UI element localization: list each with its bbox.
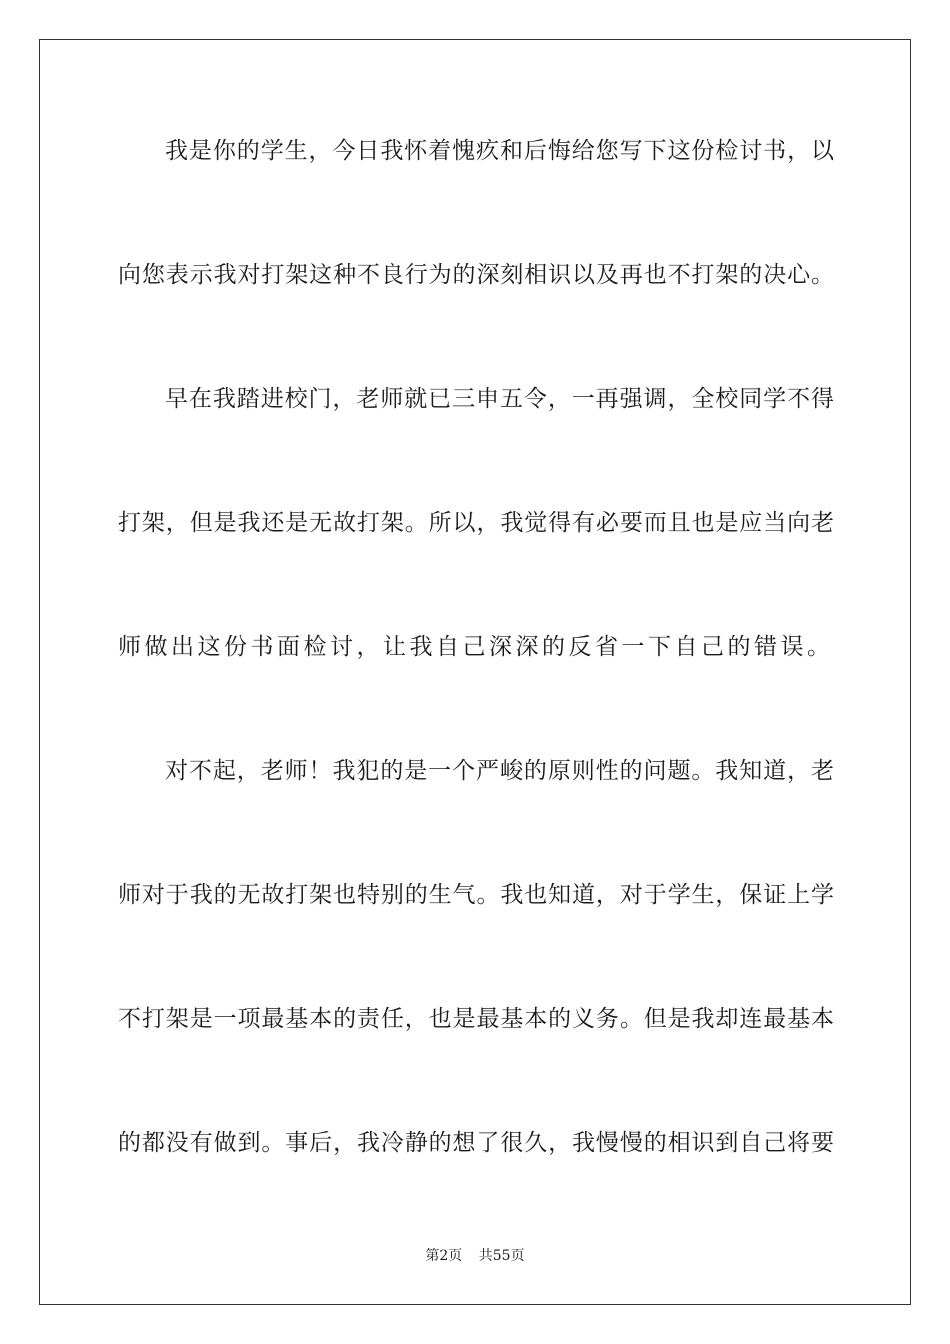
body-line-7: 师对于我的无故打架也特别的生气。我也知道，对于学生，保证上学 — [118, 882, 834, 908]
body-line-1: 我是你的学生，今日我怀着愧疚和后悔给您写下这份检讨书，以 — [165, 138, 834, 164]
page-total: 共55页 — [478, 1248, 525, 1264]
body-line-2: 向您表示我对打架这种不良行为的深刻相识以及再也不打架的决心。 — [118, 262, 834, 288]
body-line-4: 打架，但是我还是无故打架。所以，我觉得有必要而且也是应当向老 — [118, 510, 834, 536]
body-line-8: 不打架是一项最基本的责任，也是最基本的义务。但是我却连最基本 — [118, 1006, 834, 1032]
body-line-3: 早在我踏进校门，老师就已三申五令，一再强调，全校同学不得 — [165, 386, 834, 412]
page-border — [39, 39, 911, 1305]
body-line-6: 对不起，老师！我犯的是一个严峻的原则性的问题。我知道，老 — [165, 758, 834, 784]
page-number: 第2页 — [425, 1248, 463, 1264]
body-line-5: 师做出这份书面检讨，让我自己深深的反省一下自己的错误。 — [118, 634, 834, 660]
body-line-9: 的都没有做到。事后，我冷静的想了很久，我慢慢的相识到自己将要 — [118, 1130, 834, 1156]
page-footer — [0, 1246, 950, 1266]
